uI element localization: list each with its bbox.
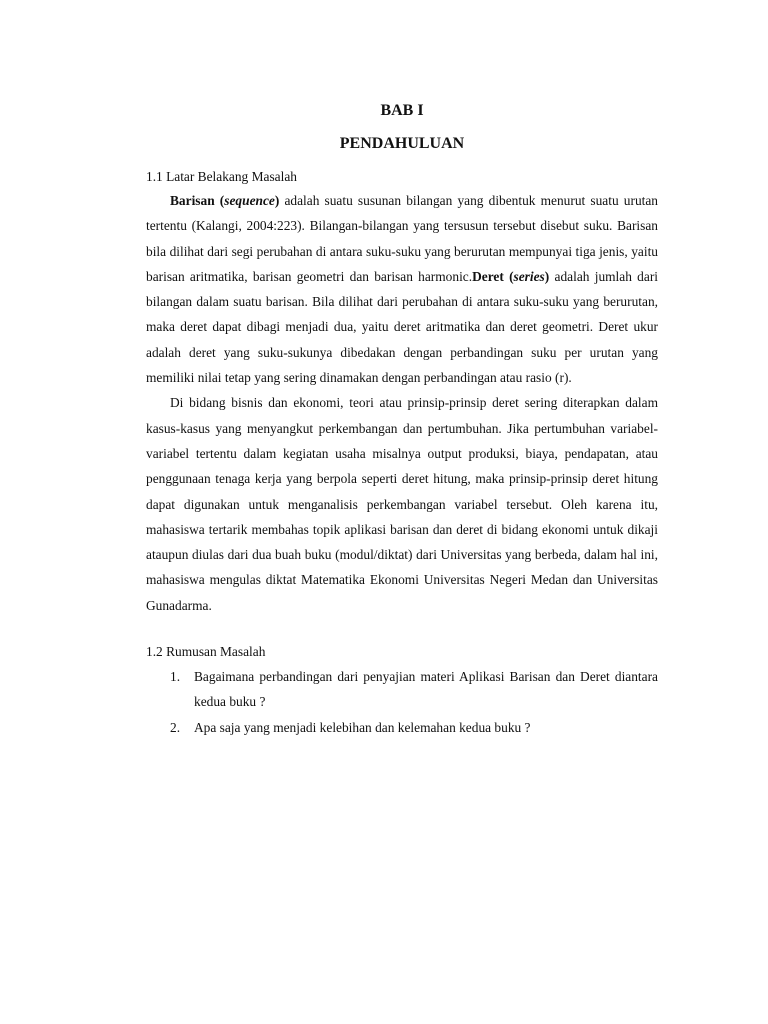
term-deret-open-paren: ( <box>503 268 514 284</box>
chapter-title: PENDAHULUAN <box>339 135 465 152</box>
term-barisan-english: sequence <box>224 193 275 208</box>
list-item-number: 2. <box>170 719 181 735</box>
rumusan-list <box>146 664 658 740</box>
term-deret-english: series <box>513 268 545 284</box>
list-item-text: Bagaimana perbandingan dari penyajian materi Aplikasi Barisan dan Deret diantara kedua buku ? <box>194 669 658 710</box>
paragraph-barisan-deret <box>146 188 658 390</box>
paragraph-text-b: adalah jumlah dari bilangan dalam suatu barisan. Bila dilihat dari perubahan di antara suku-suku yang berurutan, maka deret dapat dibagi menjadi dua, yaitu deret aritmatika dan deret geometri. Deret ukur adalah deret yang suku-sukunya dibedakan dengan perbandingan suku per urutan yang memiliki nilai tetap yang sering dinamakan dengan perbandingan atau rasio (r). <box>146 268 658 386</box>
term-deret-close-paren: ) <box>544 268 550 284</box>
term-deret: Deret <box>472 268 504 284</box>
list-item <box>146 715 658 740</box>
section-heading-latar-belakang: 1.1 Latar Belakang Masalah <box>146 169 297 184</box>
chapter-number: BAB I <box>380 102 424 119</box>
list-item-number: 1. <box>170 669 181 685</box>
document-page <box>146 101 658 740</box>
section-spacer <box>146 618 658 642</box>
list-item-text: Apa saja yang menjadi kelebihan dan kelemahan kedua buku ? <box>194 719 531 735</box>
section-heading-rumusan-masalah: 1.2 Rumusan Masalah <box>146 644 266 660</box>
term-barisan-open-paren: ( <box>214 193 225 208</box>
paragraph-bisnis-ekonomi: Di bidang bisnis dan ekonomi, teori atau prinsip-prinsip deret sering diterapkan dalam kasus-kasus yang menyangkut perkembangan dan pertumbuhan. Jika pertumbuhan variabel-variabel tertentu dalam kegiatan usaha misalnya output produksi, biaya, pendapatan, atau penggunaan tenaga kerja yang berpola seperti deret hitung, maka prinsip-prinsip deret hitung dapat digunakan untuk menganalisis perkembangan variabel tersebut. Oleh karena itu, mahasiswa tertarik membahas topik aplikasi barisan dan deret di bidang ekonomi untuk dikaji ataupun diulas dari dua buah buku (modul/diktat) dari Universitas yang berbeda, dalam hal ini, mahasiswa mengulas diktat Matematika Ekonomi Universitas Negeri Medan dan Universitas Gunadarma. <box>146 395 658 613</box>
term-barisan-close-paren: ) <box>274 193 280 208</box>
term-barisan: Barisan <box>170 193 215 208</box>
list-item <box>146 664 658 715</box>
paragraph-text-a: adalah suatu susunan bilangan yang dibentuk menurut suatu urutan tertentu (Kalangi, 2004:223). Bilangan-bilangan yang tersusun tersebut disebut suku. Barisan bila dilihat dari segi perubahan di antara suku-suku yang berurutan mempunyai tiga jenis, yaitu barisan aritmatika, barisan geometri dan barisan harmonic. <box>146 193 658 284</box>
